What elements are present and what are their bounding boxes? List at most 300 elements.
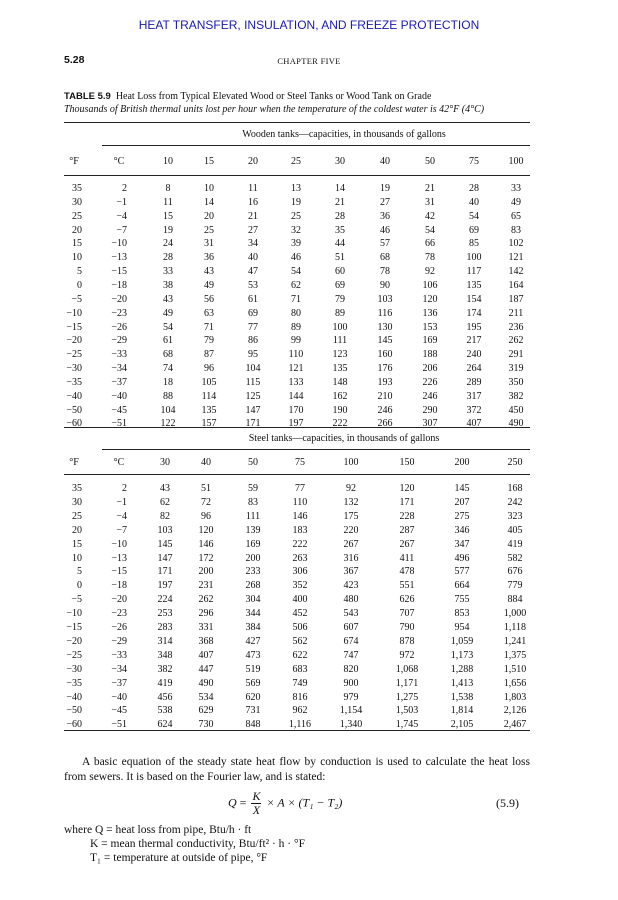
wood-table-cell: 217 bbox=[466, 335, 482, 347]
body-paragraph: A basic equation of the steady state heat flow by conduction is used to calculate the heat loss from sewers. It is based on the Fourier law, and is stated: bbox=[64, 756, 530, 783]
steel-table-cell: 569 bbox=[245, 677, 261, 689]
wood-table-cell: 2 bbox=[122, 183, 127, 194]
rule-wood-bottom bbox=[64, 427, 530, 428]
definition-q bbox=[64, 823, 305, 837]
steel-table-cell: 423 bbox=[343, 580, 359, 592]
wood-column-header: 20 bbox=[248, 156, 258, 167]
steel-table-cell: −37 bbox=[111, 677, 127, 689]
steel-table-cell: 331 bbox=[198, 622, 214, 633]
steel-table-cell: 183 bbox=[292, 524, 308, 536]
wood-table-cell: −37 bbox=[111, 376, 127, 388]
wood-table-cell: 11 bbox=[163, 196, 173, 208]
wood-table-cell: 246 bbox=[377, 404, 393, 416]
wood-table-cell: 226 bbox=[422, 376, 438, 388]
wood-table-cell: 121 bbox=[508, 252, 524, 264]
steel-table-cell: 146 bbox=[198, 538, 214, 550]
steel-table-cell: 551 bbox=[399, 580, 415, 592]
steel-table-cell: 207 bbox=[454, 496, 470, 508]
steel-table-cell: 2,105 bbox=[450, 719, 474, 731]
wood-table-cell: 89 bbox=[291, 321, 301, 333]
wood-table-cell: 66 bbox=[425, 238, 435, 250]
steel-table-cell: 405 bbox=[507, 524, 523, 536]
wood-table-cell: 78 bbox=[380, 266, 390, 278]
wood-table-cell: 13 bbox=[291, 183, 301, 194]
steel-table-cell: −25 bbox=[66, 649, 82, 661]
wood-table-cell: 79 bbox=[335, 293, 345, 305]
table-label: TABLE 5.9 bbox=[64, 91, 111, 102]
wood-table-cell: −60 bbox=[66, 418, 82, 430]
definitions bbox=[64, 823, 305, 865]
rule-top bbox=[64, 122, 530, 123]
wood-table-cell: 86 bbox=[248, 335, 258, 347]
wood-column-header: 15 bbox=[204, 156, 214, 167]
wood-table-cell: 211 bbox=[508, 307, 524, 319]
wood-table-cell: −15 bbox=[66, 321, 82, 333]
steel-table-cell: 480 bbox=[343, 594, 359, 606]
steel-table-cell: 427 bbox=[245, 635, 261, 647]
steel-table-cell: 168 bbox=[507, 483, 523, 494]
steel-table-cell: 1,656 bbox=[503, 677, 527, 689]
definition-t1 bbox=[64, 851, 305, 865]
steel-table-cell: 253 bbox=[157, 608, 173, 620]
steel-table-cell: 456 bbox=[157, 691, 173, 703]
steel-table-cell: 1,173 bbox=[450, 649, 474, 661]
steel-table-cell: 629 bbox=[198, 705, 214, 717]
wood-table-cell: 68 bbox=[163, 349, 173, 361]
steel-table-cell: 490 bbox=[198, 677, 214, 689]
steel-table-cell: 447 bbox=[198, 663, 214, 675]
wood-table-cell: 15 bbox=[163, 210, 173, 222]
wood-table-cell: −51 bbox=[111, 418, 127, 430]
steel-table-cell: 620 bbox=[245, 691, 261, 703]
steel-table-cell: 347 bbox=[454, 538, 470, 550]
steel-column-header: 30 bbox=[160, 457, 170, 468]
steel-table-cell: 233 bbox=[245, 566, 261, 578]
steel-table-cell: −51 bbox=[111, 719, 127, 731]
wood-table-cell: 99 bbox=[291, 335, 301, 347]
equation-numerator: K bbox=[252, 789, 261, 803]
steel-table-cell: −15 bbox=[111, 566, 127, 578]
rule-steel-heading bbox=[102, 449, 530, 450]
wood-table-cell: 171 bbox=[245, 418, 261, 430]
wood-table-cell: −10 bbox=[66, 307, 82, 319]
wood-table-cell: 105 bbox=[201, 376, 217, 388]
steel-table-cell: −4 bbox=[116, 510, 127, 522]
wood-table-cell: 102 bbox=[508, 238, 524, 250]
steel-table-cell: 346 bbox=[454, 524, 470, 536]
wood-table-cell: 68 bbox=[380, 252, 390, 264]
steel-table-cell: 878 bbox=[399, 635, 415, 647]
steel-column-header: 200 bbox=[454, 457, 470, 468]
steel-table-cell: 242 bbox=[507, 496, 523, 508]
steel-table-cell: 730 bbox=[198, 719, 214, 731]
steel-table-cell: 323 bbox=[507, 510, 523, 522]
steel-table-cell: 1,510 bbox=[503, 663, 527, 675]
steel-table-cell: 534 bbox=[198, 691, 214, 703]
wood-table-cell: 122 bbox=[160, 418, 176, 430]
steel-column-header: 250 bbox=[507, 457, 523, 468]
wood-table-cell: 19 bbox=[163, 224, 173, 236]
wood-table-cell: 19 bbox=[291, 196, 301, 208]
wood-table-cell: 51 bbox=[335, 252, 345, 264]
wood-table-cell: −20 bbox=[111, 293, 127, 305]
wood-heading bbox=[0, 129, 618, 140]
wood-table-cell: 25 bbox=[291, 210, 301, 222]
steel-table-cell: 622 bbox=[292, 649, 308, 661]
wood-table-cell: 54 bbox=[163, 321, 173, 333]
wood-table-cell: 39 bbox=[291, 238, 301, 250]
wood-table-cell: 188 bbox=[422, 349, 438, 361]
steel-table-cell: −34 bbox=[111, 663, 127, 675]
wood-column-header: 30 bbox=[335, 156, 345, 167]
steel-table-cell: 2 bbox=[122, 483, 127, 494]
wood-table-cell: 44 bbox=[335, 238, 345, 250]
wood-table-cell: 33 bbox=[163, 266, 173, 278]
steel-table-cell: 43 bbox=[160, 483, 170, 494]
wood-table-cell: 372 bbox=[466, 404, 482, 416]
wood-table-cell: 74 bbox=[163, 363, 173, 375]
wood-table-cell: 350 bbox=[508, 376, 524, 388]
wood-table-cell: 0 bbox=[77, 279, 82, 291]
steel-table-cell: 1,116 bbox=[288, 719, 312, 731]
wood-table-cell: 407 bbox=[466, 418, 482, 430]
steel-table-cell: 1,059 bbox=[450, 635, 474, 647]
steel-table-cell: 1,171 bbox=[395, 677, 419, 689]
wood-table-cell: 104 bbox=[245, 363, 261, 375]
wood-table-cell: 14 bbox=[204, 196, 214, 208]
wood-heading-text: Wooden tanks—capacities, in thousands of gallons bbox=[242, 129, 446, 140]
wood-table-cell: −13 bbox=[111, 252, 127, 264]
wood-table-cell: 135 bbox=[201, 404, 217, 416]
steel-table-cell: 146 bbox=[292, 510, 308, 522]
wood-table-cell: 19 bbox=[380, 183, 390, 194]
wood-table-cell: 28 bbox=[163, 252, 173, 264]
steel-table-cell: 147 bbox=[157, 552, 173, 564]
wood-table-cell: 266 bbox=[377, 418, 393, 430]
wood-table-cell: 147 bbox=[245, 404, 261, 416]
table-subtitle: Thousands of British thermal units lost per hour when the temperature of the coldest water is 42°F (4°C) bbox=[64, 104, 485, 115]
steel-table-cell: 10 bbox=[72, 552, 82, 564]
steel-table-cell: 473 bbox=[245, 649, 261, 661]
steel-table-cell: 267 bbox=[399, 538, 415, 550]
steel-heading bbox=[0, 433, 618, 444]
equation-denominator: X bbox=[252, 803, 261, 817]
steel-table-cell: 1,413 bbox=[450, 677, 474, 689]
wood-table-cell: 21 bbox=[335, 196, 345, 208]
steel-table-cell: 1,538 bbox=[450, 691, 474, 703]
wood-table-cell: 61 bbox=[248, 293, 258, 305]
steel-table-cell: 368 bbox=[198, 635, 214, 647]
wood-table-cell: 110 bbox=[288, 349, 304, 361]
steel-table-cell: 344 bbox=[245, 608, 261, 620]
wood-table-cell: −7 bbox=[116, 224, 127, 236]
wood-table-cell: 57 bbox=[380, 238, 390, 250]
wood-table-cell: −18 bbox=[111, 279, 127, 291]
steel-table-cell: 222 bbox=[292, 538, 308, 550]
steel-table-cell: 200 bbox=[245, 552, 261, 564]
wood-table-cell: 197 bbox=[288, 418, 304, 430]
steel-table-cell: −26 bbox=[111, 622, 127, 633]
wood-table-cell: 125 bbox=[245, 390, 261, 402]
steel-table-cell: 1,814 bbox=[450, 705, 474, 717]
steel-table-cell: 538 bbox=[157, 705, 173, 717]
steel-table-cell: 304 bbox=[245, 594, 261, 606]
wood-table-cell: 206 bbox=[422, 363, 438, 375]
table-title: Heat Loss from Typical Elevated Wood or Steel Tanks or Wood Tank on Grade bbox=[115, 91, 432, 102]
wood-table-cell: 46 bbox=[291, 252, 301, 264]
wood-table-cell: 89 bbox=[335, 307, 345, 319]
wood-table-cell: 79 bbox=[204, 335, 214, 347]
definition-text: Q = heat loss from pipe, Btu/h · ft bbox=[94, 824, 252, 836]
wood-table-cell: 264 bbox=[466, 363, 482, 375]
steel-table-cell: 1,154 bbox=[339, 705, 363, 717]
wood-table-cell: 24 bbox=[163, 238, 173, 250]
steel-table-cell: 172 bbox=[198, 552, 214, 564]
wood-table-cell: 133 bbox=[288, 376, 304, 388]
wood-table-cell: −40 bbox=[66, 390, 82, 402]
wood-table-cell: 43 bbox=[204, 266, 214, 278]
steel-table-cell: 411 bbox=[399, 552, 415, 564]
wood-table-cell: 111 bbox=[332, 335, 348, 347]
wood-table-cell: 63 bbox=[204, 307, 214, 319]
wood-table-cell: 65 bbox=[511, 210, 521, 222]
wood-table-cell: 33 bbox=[511, 183, 521, 194]
steel-table-cell: 169 bbox=[245, 538, 261, 550]
steel-table-cell: 1,068 bbox=[395, 663, 419, 675]
wood-table-cell: 54 bbox=[425, 224, 435, 236]
wood-table-cell: 115 bbox=[245, 376, 261, 388]
wood-table-cell: 121 bbox=[288, 363, 304, 375]
wood-table-cell: 246 bbox=[422, 390, 438, 402]
wood-table-cell: 120 bbox=[422, 293, 438, 305]
steel-table-cell: 749 bbox=[292, 677, 308, 689]
wood-table-cell: 142 bbox=[508, 266, 524, 278]
wood-table-cell: 14 bbox=[335, 183, 345, 194]
wood-table-cell: 382 bbox=[508, 390, 524, 402]
wood-table-cell: 71 bbox=[291, 293, 301, 305]
wood-table-cell: 490 bbox=[508, 418, 524, 430]
wood-table-cell: −45 bbox=[111, 404, 127, 416]
steel-column-header: °C bbox=[113, 457, 125, 468]
definition-lead: where bbox=[64, 824, 93, 836]
steel-table-cell: 348 bbox=[157, 649, 173, 661]
steel-table-cell: −35 bbox=[66, 677, 82, 689]
wood-table-cell: 15 bbox=[72, 238, 82, 250]
steel-table-cell: 120 bbox=[399, 483, 415, 494]
steel-table-cell: 92 bbox=[346, 483, 356, 494]
steel-table-cell: 543 bbox=[343, 608, 359, 620]
steel-table-cell: −10 bbox=[111, 538, 127, 550]
steel-table-cell: −30 bbox=[66, 663, 82, 675]
steel-table-cell: 853 bbox=[454, 608, 470, 620]
wood-table-cell: 77 bbox=[248, 321, 258, 333]
wood-table-cell: 69 bbox=[248, 307, 258, 319]
steel-table-cell: 231 bbox=[198, 580, 214, 592]
steel-table-cell: 400 bbox=[292, 594, 308, 606]
wood-table-cell: −20 bbox=[66, 335, 82, 347]
wood-table-cell: 170 bbox=[288, 404, 304, 416]
steel-table-cell: 624 bbox=[157, 719, 173, 731]
wood-table-cell: 100 bbox=[466, 252, 482, 264]
wood-table-cell: 40 bbox=[248, 252, 258, 264]
wood-table-cell: 27 bbox=[380, 196, 390, 208]
wood-table-cell: 49 bbox=[163, 307, 173, 319]
steel-table-cell: −20 bbox=[66, 635, 82, 647]
wood-table-cell: 38 bbox=[163, 279, 173, 291]
wood-table-cell: −29 bbox=[111, 335, 127, 347]
wood-table-cell: −5 bbox=[71, 293, 82, 305]
wood-table-cell: 174 bbox=[466, 307, 482, 319]
wood-table-cell: 56 bbox=[204, 293, 214, 305]
wood-table-cell: 88 bbox=[163, 390, 173, 402]
steel-table-cell: 287 bbox=[399, 524, 415, 536]
steel-table-cell: 145 bbox=[454, 483, 470, 494]
steel-table-cell: 220 bbox=[343, 524, 359, 536]
steel-table-cell: 1,803 bbox=[503, 691, 527, 703]
steel-table-cell: −60 bbox=[66, 719, 82, 731]
steel-table-cell: 419 bbox=[507, 538, 523, 550]
steel-table-cell: 83 bbox=[248, 496, 258, 508]
wood-table-cell: 190 bbox=[332, 404, 348, 416]
wood-table-cell: 43 bbox=[163, 293, 173, 305]
steel-table-cell: 816 bbox=[292, 691, 308, 703]
wood-table-cell: 28 bbox=[335, 210, 345, 222]
steel-table-cell: 59 bbox=[248, 483, 258, 494]
wood-table-cell: 319 bbox=[508, 363, 524, 375]
wood-table-cell: 46 bbox=[380, 224, 390, 236]
steel-table-cell: 582 bbox=[507, 552, 523, 564]
wood-table-cell: 62 bbox=[291, 279, 301, 291]
steel-table-cell: 407 bbox=[198, 649, 214, 661]
wood-table-cell: 18 bbox=[163, 376, 173, 388]
steel-table-cell: 962 bbox=[292, 705, 308, 717]
wood-table-cell: 136 bbox=[422, 307, 438, 319]
wood-table-cell: 160 bbox=[377, 349, 393, 361]
steel-table-cell: 2,467 bbox=[503, 719, 527, 731]
steel-column-header: 50 bbox=[248, 457, 258, 468]
wood-table-cell: 42 bbox=[425, 210, 435, 222]
wood-table-cell: −50 bbox=[66, 404, 82, 416]
wood-table-cell: −35 bbox=[66, 376, 82, 388]
definition-k bbox=[64, 837, 305, 851]
steel-table-cell: −18 bbox=[111, 580, 127, 592]
wood-table-cell: 307 bbox=[422, 418, 438, 430]
wood-table-cell: 153 bbox=[422, 321, 438, 333]
wood-table-cell: 53 bbox=[248, 279, 258, 291]
wood-table-cell: 85 bbox=[469, 238, 479, 250]
steel-table-cell: 171 bbox=[157, 566, 173, 578]
steel-table-cell: 0 bbox=[77, 580, 82, 592]
wood-table-cell: 450 bbox=[508, 404, 524, 416]
wood-table-cell: 36 bbox=[380, 210, 390, 222]
rule-wood-columns bbox=[64, 175, 530, 176]
wood-column-header: 100 bbox=[508, 156, 524, 167]
equation-fraction bbox=[251, 790, 261, 817]
steel-table-cell: −10 bbox=[66, 608, 82, 620]
steel-table-cell: 747 bbox=[343, 649, 359, 661]
wood-table-cell: −34 bbox=[111, 363, 127, 375]
wood-column-header: 75 bbox=[469, 156, 479, 167]
steel-table-cell: 120 bbox=[198, 524, 214, 536]
steel-table-cell: 419 bbox=[157, 677, 173, 689]
wood-table-cell: 290 bbox=[422, 404, 438, 416]
wood-table-cell: 31 bbox=[425, 196, 435, 208]
wood-table-cell: 10 bbox=[204, 183, 214, 194]
steel-table-cell: 478 bbox=[399, 566, 415, 578]
steel-table-cell: 5 bbox=[77, 566, 82, 578]
steel-table-cell: −1 bbox=[116, 496, 127, 508]
steel-table-cell: 15 bbox=[72, 538, 82, 550]
steel-table-cell: 296 bbox=[198, 608, 214, 620]
wood-table-cell: 100 bbox=[332, 321, 348, 333]
wood-table-cell: 317 bbox=[466, 390, 482, 402]
steel-table-cell: 979 bbox=[343, 691, 359, 703]
wood-table-cell: 27 bbox=[248, 224, 258, 236]
steel-table-cell: −33 bbox=[111, 649, 127, 661]
steel-column-header: °F bbox=[69, 457, 79, 468]
wood-table-cell: −40 bbox=[111, 390, 127, 402]
wood-column-header: 10 bbox=[163, 156, 173, 167]
wood-column-header: 40 bbox=[380, 156, 390, 167]
steel-table-cell: 790 bbox=[399, 622, 415, 633]
steel-table-cell: 283 bbox=[157, 622, 173, 633]
steel-table-cell: 200 bbox=[198, 566, 214, 578]
wood-table-cell: 21 bbox=[248, 210, 258, 222]
steel-table-cell: 224 bbox=[157, 594, 173, 606]
chapter-label: CHAPTER FIVE bbox=[277, 56, 341, 66]
wood-table-cell: 69 bbox=[469, 224, 479, 236]
wood-table-cell: 60 bbox=[335, 266, 345, 278]
steel-table-cell: 900 bbox=[343, 677, 359, 689]
wood-table-cell: 54 bbox=[469, 210, 479, 222]
wood-table-cell: −15 bbox=[111, 266, 127, 278]
steel-table-cell: 20 bbox=[72, 524, 82, 536]
steel-table-cell: −20 bbox=[111, 594, 127, 606]
steel-table-cell: 676 bbox=[507, 566, 523, 578]
wood-table-cell: 162 bbox=[332, 390, 348, 402]
steel-table-cell: −29 bbox=[111, 635, 127, 647]
wood-table-cell: 291 bbox=[508, 349, 524, 361]
steel-table-cell: 262 bbox=[198, 594, 214, 606]
steel-table-cell: −5 bbox=[71, 594, 82, 606]
wood-table-cell: 195 bbox=[466, 321, 482, 333]
steel-table-cell: −23 bbox=[111, 608, 127, 620]
wood-table-cell: 10 bbox=[72, 252, 82, 264]
wood-table-cell: 240 bbox=[466, 349, 482, 361]
wood-table-cell: 262 bbox=[508, 335, 524, 347]
steel-table-cell: 72 bbox=[201, 496, 211, 508]
wood-table-cell: 135 bbox=[332, 363, 348, 375]
wood-table-cell: 35 bbox=[335, 224, 345, 236]
steel-table-cell: 171 bbox=[399, 496, 415, 508]
steel-table-cell: 35 bbox=[72, 483, 82, 494]
steel-table-cell: 145 bbox=[157, 538, 173, 550]
steel-table-cell: 1,118 bbox=[503, 622, 527, 633]
wood-table-cell: 154 bbox=[466, 293, 482, 305]
steel-table-cell: 1,275 bbox=[395, 691, 419, 703]
wood-table-cell: 36 bbox=[204, 252, 214, 264]
steel-table-cell: 683 bbox=[292, 663, 308, 675]
steel-table-cell: 139 bbox=[245, 524, 261, 536]
wood-table-cell: 28 bbox=[469, 183, 479, 194]
wood-column-header: °F bbox=[69, 156, 79, 167]
wood-table-cell: 106 bbox=[422, 279, 438, 291]
wood-table-cell: 25 bbox=[72, 210, 82, 222]
wood-table-cell: 210 bbox=[377, 390, 393, 402]
wood-table-cell: 289 bbox=[466, 376, 482, 388]
steel-table-cell: 82 bbox=[160, 510, 170, 522]
steel-table-cell: 1,503 bbox=[395, 705, 419, 717]
